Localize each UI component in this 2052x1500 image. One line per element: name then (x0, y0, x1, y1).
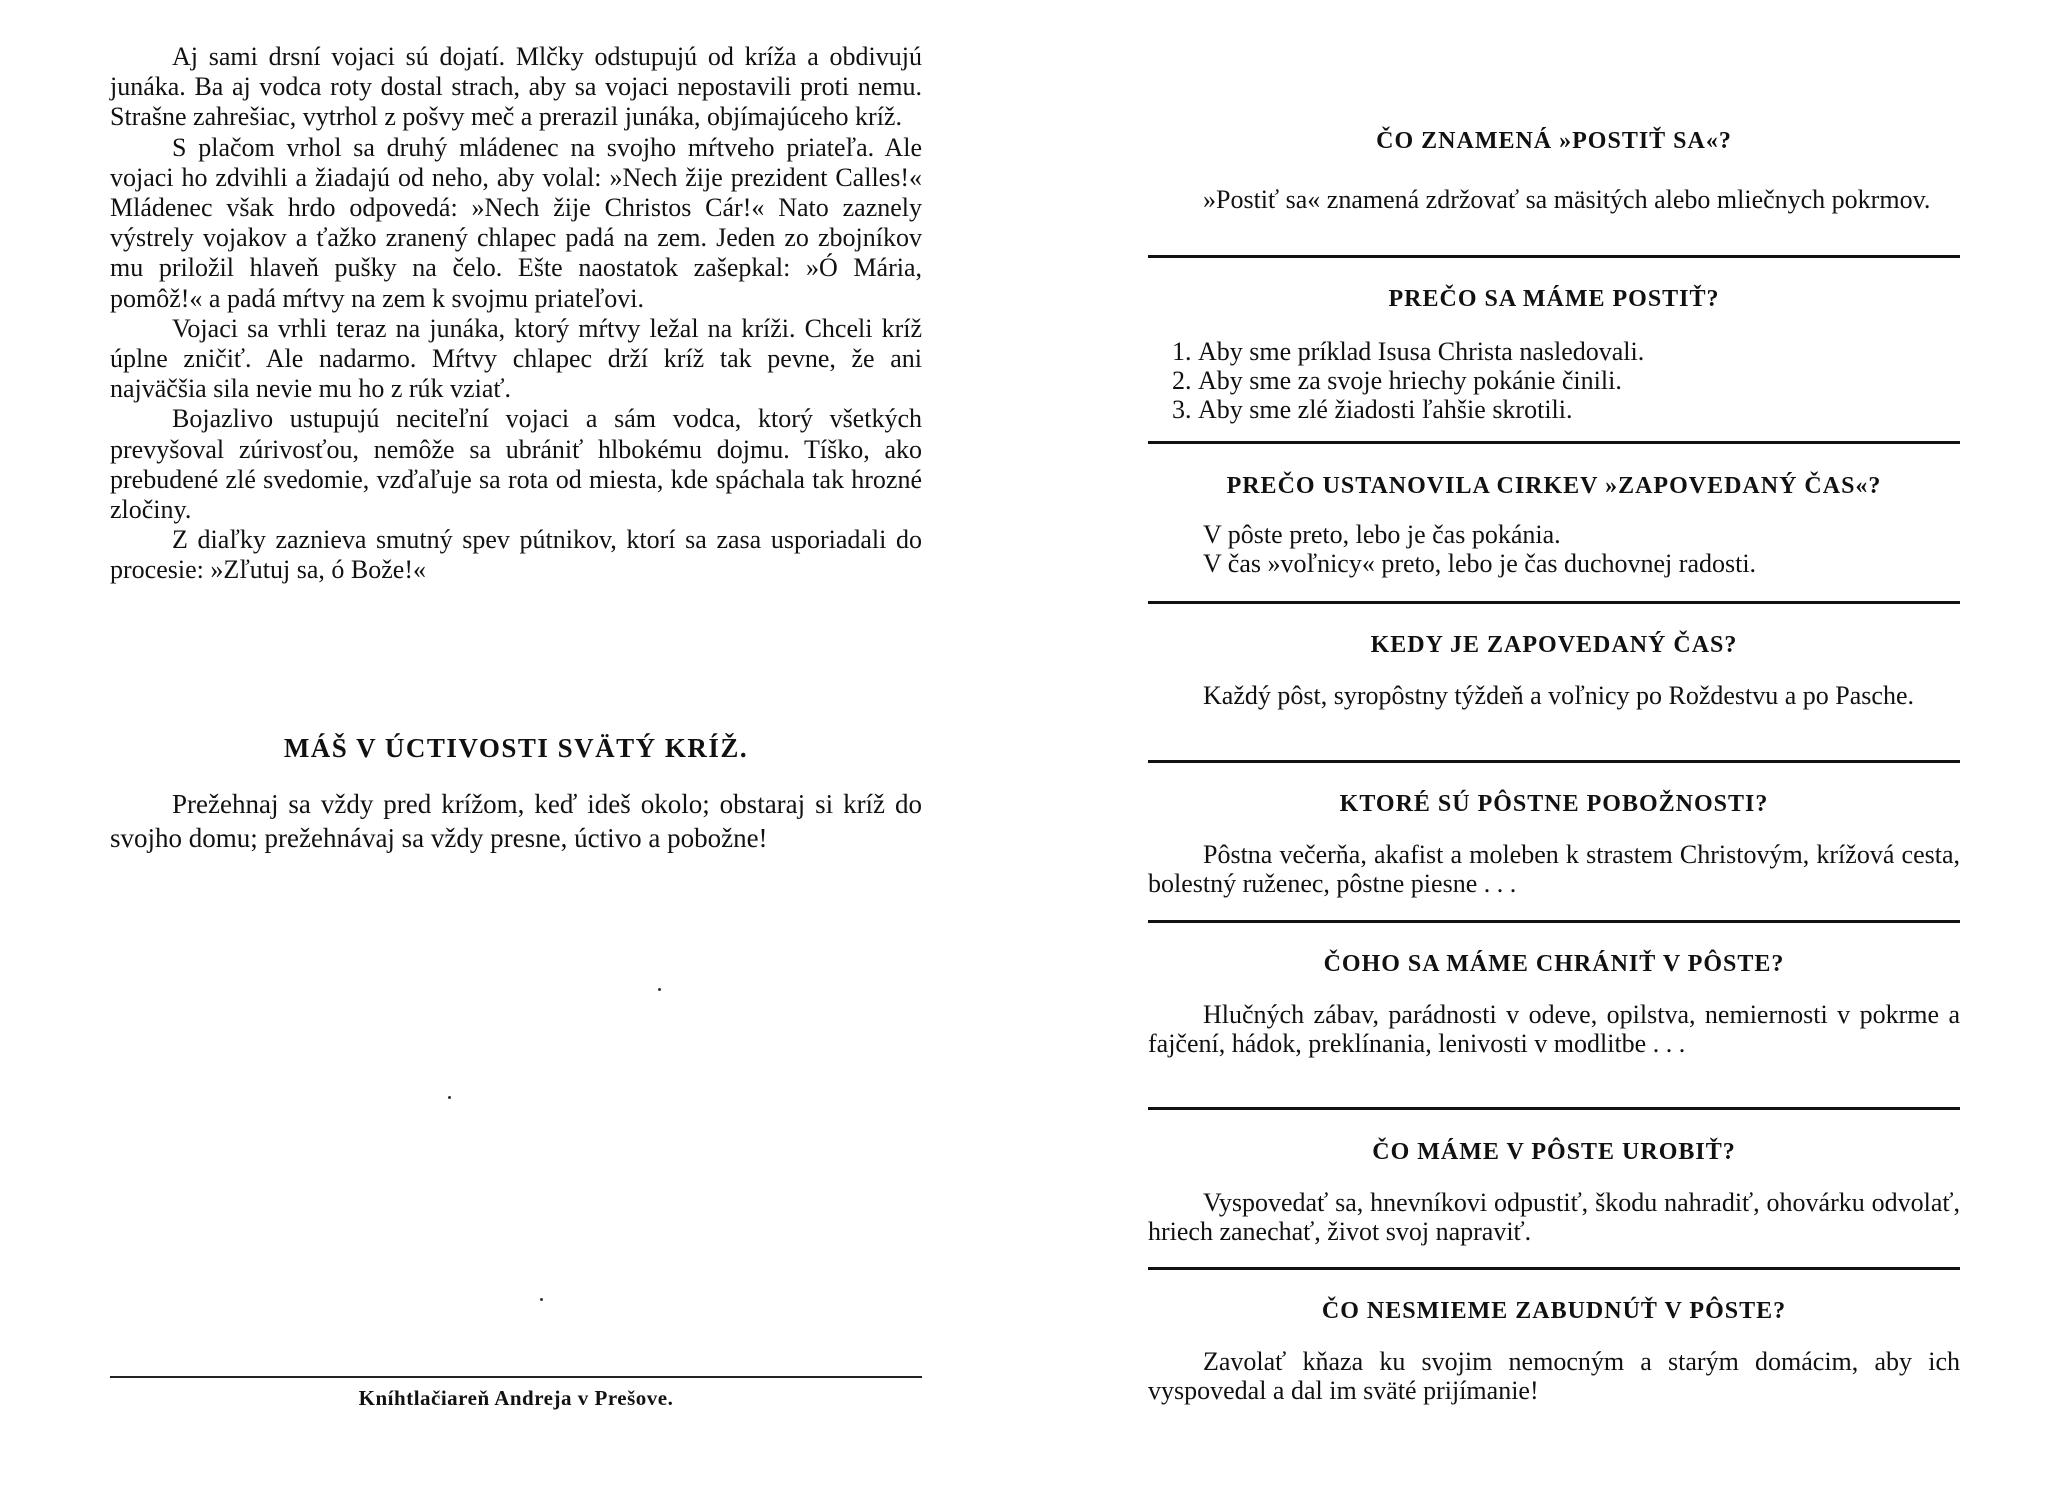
question-heading: ČO MÁME V PÔSTE UROBIŤ? (1372, 1139, 1736, 1165)
right-page (1026, 0, 2052, 1500)
question-heading: KTORÉ SÚ PÔSTNE POBOŽNOSTI? (1339, 791, 1769, 817)
qa-section-8 (1148, 1298, 1960, 1405)
cross-reverence-paragraph: Prežehnaj sa vždy pred krížom, keď ideš okolo; obstaraj si kríž do svojho domu; prežehnávaj sa vždy presne, úctivo a pobožne! (110, 789, 922, 853)
story-paragraph-5: Z diaľky zaznieva smutný spev pútnikov, ktorí sa zasa usporiadali do procesie: »Zľutuj sa, ó Bože!« (110, 525, 922, 585)
question-heading: KEDY JE ZAPOVEDANÝ ČAS? (1370, 632, 1738, 658)
question-heading: ČOHO SA MÁME CHRÁNIŤ V PÔSTE? (1323, 951, 1785, 977)
list-item: 3. Aby sme zlé žiadosti ľahšie skrotili. (1198, 395, 1960, 424)
answer-text: Hlučných zábav, parádnosti v odeve, opilstva, nemiernosti v pokrme a fajčení, hádok, preklínania, lenivosti v modlitbe . . . (1148, 1000, 1960, 1058)
cross-reverence-heading: MÁŠ V ÚCTIVOSTI SVÄTÝ KRÍŽ. (283, 733, 749, 763)
qa-section-2 (1148, 286, 1960, 424)
answer-text: Každý pôst, syropôstny týždeň a voľnicy po Roždestvu a po Pasche. (1203, 681, 1914, 710)
question-heading: ČO NESMIEME ZABUDNÚŤ V PÔSTE? (1321, 1298, 1787, 1324)
footer-rule (110, 1376, 922, 1378)
section-divider (1148, 1267, 1960, 1270)
qa-section-4 (1148, 632, 1960, 710)
answer-text: »Postiť sa« znamená zdržovať sa mäsitých alebo mliečnych pokrmov. (1203, 185, 1931, 214)
question-heading: PREČO SA MÁME POSTIŤ? (1388, 286, 1720, 312)
section-divider (1148, 920, 1960, 923)
section-divider (1148, 255, 1960, 258)
printer-imprint: Kníhtlačiareň Andreja v Prešove. (358, 1386, 674, 1410)
list-item: 2. Aby sme za svoje hriechy pokánie činili. (1198, 366, 1960, 395)
question-heading: PREČO USTANOVILA CIRKEV »ZAPOVEDANÝ ČAS«? (1226, 473, 1882, 499)
reasons-list (1148, 337, 1960, 424)
answer-text: Pôstna večerňa, akafist a moleben k strastem Christovým, krížová cesta, bolestný ruženec, pôstne piesne . . . (1148, 840, 1960, 898)
question-heading: ČO ZNAMENÁ »POSTIŤ SA«? (1376, 128, 1732, 154)
print-speck (448, 1096, 451, 1099)
left-story-text (110, 42, 922, 586)
qa-section-3 (1148, 473, 1960, 578)
story-paragraph-3: Vojaci sa vrhli teraz na junáka, ktorý mŕtvy ležal na kríži. Chceli kríž úplne zničiť. Ale nadarmo. Mŕtvy chlapec drží kríž tak pevne, že ani najväčšia sila nevie mu ho z rúk vziať. (110, 313, 922, 404)
answer-line: V čas »voľnicy« preto, lebo je čas duchovnej radosti. (1203, 549, 1757, 578)
story-paragraph-2: S plačom vrhol sa druhý mládenec na svojho mŕtveho priateľa. Ale vojaci ho zdvihli a žiadajú od neho, aby volal: »Nech žije prezident Calles!« Mládenec však hrdo odpovedá: »Nech žije Christos Cár!« Nato zaznely výstrely vojakov a ťažko zranený chlapec padá na zem. Jeden zo zbojníkov mu priložil hlaveň pušky na čelo. Ešte naostatok zašepkal: »Ó Mária, pomôž!« a padá mŕtvy na zem k svojmu priateľovi. (110, 132, 922, 313)
section-divider (1148, 441, 1960, 444)
qa-section-5 (1148, 791, 1960, 898)
section-divider (1148, 1107, 1960, 1110)
section-divider (1148, 601, 1960, 604)
print-speck (540, 1298, 543, 1301)
qa-section-7 (1148, 1139, 1960, 1246)
qa-section-1 (1148, 128, 1960, 214)
story-paragraph-4: Bojazlivo ustupujú neciteľní vojaci a sám vodca, ktorý všetkých prevyšoval zúrivosťou, nemôže sa ubrániť hlbokému dojmu. Tíško, ako prebudené zlé svedomie, vzďaľuje sa rota od miesta, kde spáchala tak hrozné zločiny. (110, 404, 922, 525)
answer-line: V pôste preto, lebo je čas pokánia. (1203, 520, 1561, 549)
qa-section-6 (1148, 951, 1960, 1058)
section-divider (1148, 760, 1960, 763)
answer-text: Vyspovedať sa, hnevníkovi odpustiť, škodu nahradiť, ohovárku odvolať, hriech zanechať, život svoj napraviť. (1148, 1188, 1960, 1246)
answer-text: Zavolať kňaza ku svojim nemocným a starým domácim, aby ich vyspovedal a dal im sväté prijímanie! (1148, 1347, 1960, 1405)
list-item: 1. Aby sme príklad Isusa Christa nasledovali. (1198, 337, 1960, 366)
story-paragraph-1: Aj sami drsní vojaci sú dojatí. Mlčky odstupujú od kríža a obdivujú junáka. Ba aj vodca roty dostal strach, aby sa vojaci nepostavili proti nemu. Strašne zahrešiac, vytrhol z pošvy meč a prerazil junáka, objímajúceho kríž. (110, 42, 922, 132)
print-speck (658, 988, 661, 991)
